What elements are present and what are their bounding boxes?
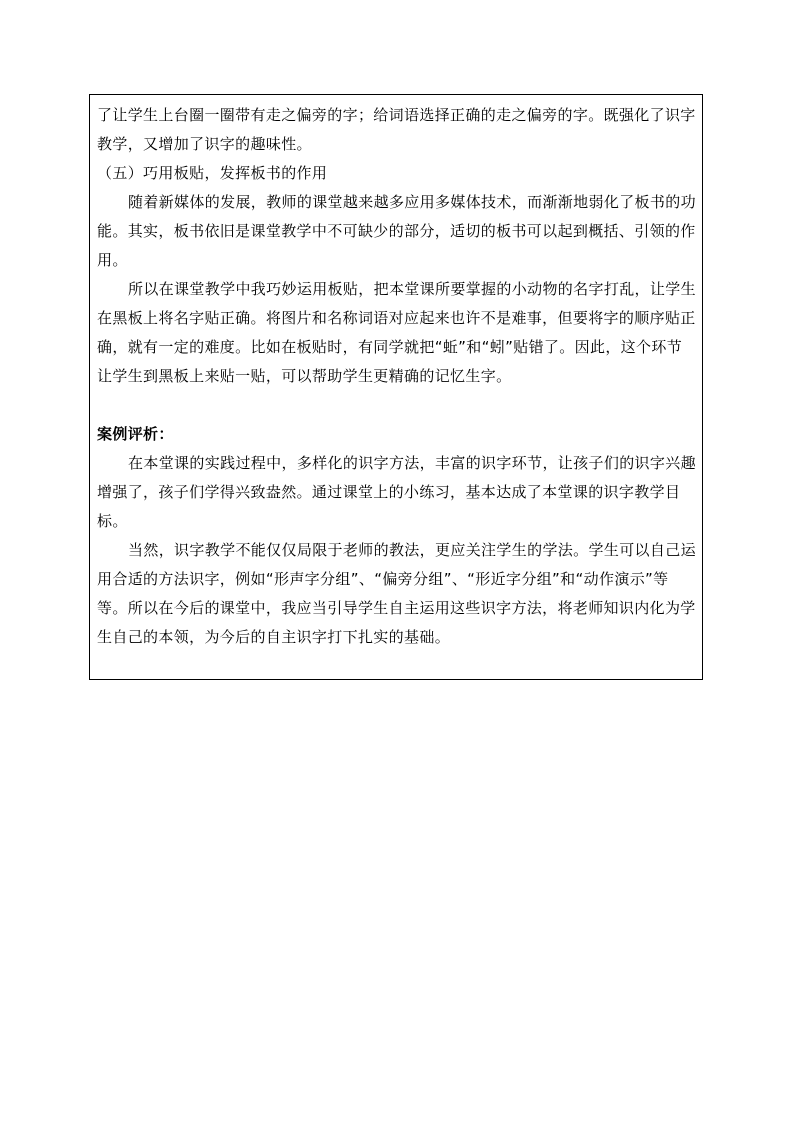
paragraph-continuation: 了让学生上台圈一圈带有走之偏旁的字；给词语选择正确的走之偏旁的字。既强化了识字教学，又增加了识字的趣味性。 [97,106,696,153]
paragraph-new-media: 随着新媒体的发展，教师的课堂越来越多应用多媒体技术，而渐渐地弱化了板书的功能。其实，板书依旧是课堂教学中不可缺少的部分，适切的板书可以起到概括、引领的作用。 [97,193,696,269]
section-heading-five: （五）巧用板贴，发挥板书的作用 [97,164,328,182]
paragraph-practice-process: 在本堂课的实践过程中，多样化的识字方法，丰富的识字环节，让孩子们的识字兴趣增强了，孩子们学得兴致盎然。通过课堂上的小练习，基本达成了本堂课的识字教学目标。 [97,454,696,530]
paragraph-conclusion: 当然，识字教学不能仅仅局限于老师的教法，更应关注学生的学法。学生可以自己运用合适的方法识字，例如“形声字分组”、“偏旁分组”、“形近字分组”和“动作演示”等等。所以在今后的课堂中，我应当引导学生自主运用这些识字方法，将老师知识内化为学生自己的本领，为今后的自主识字打下扎实的基础。 [97,541,696,646]
cell-content [97,101,697,652]
document-table-cell [89,94,703,680]
paragraph-board-stickers: 所以在课堂教学中我巧妙运用板贴，把本堂课所要掌握的小动物的名字打乱，让学生在黑板上将名字贴正确。将图片和名称词语对应起来也许不是难事，但要将字的顺序贴正确，就有一定的难度。比如在板贴时，有同学就把“蚯”和“蚓”贴错了。因此，这个环节让学生到黑板上来贴一贴，可以帮助学生更精确的记忆生字。 [97,280,696,385]
case-analysis-heading: 案例评析： [97,425,174,443]
